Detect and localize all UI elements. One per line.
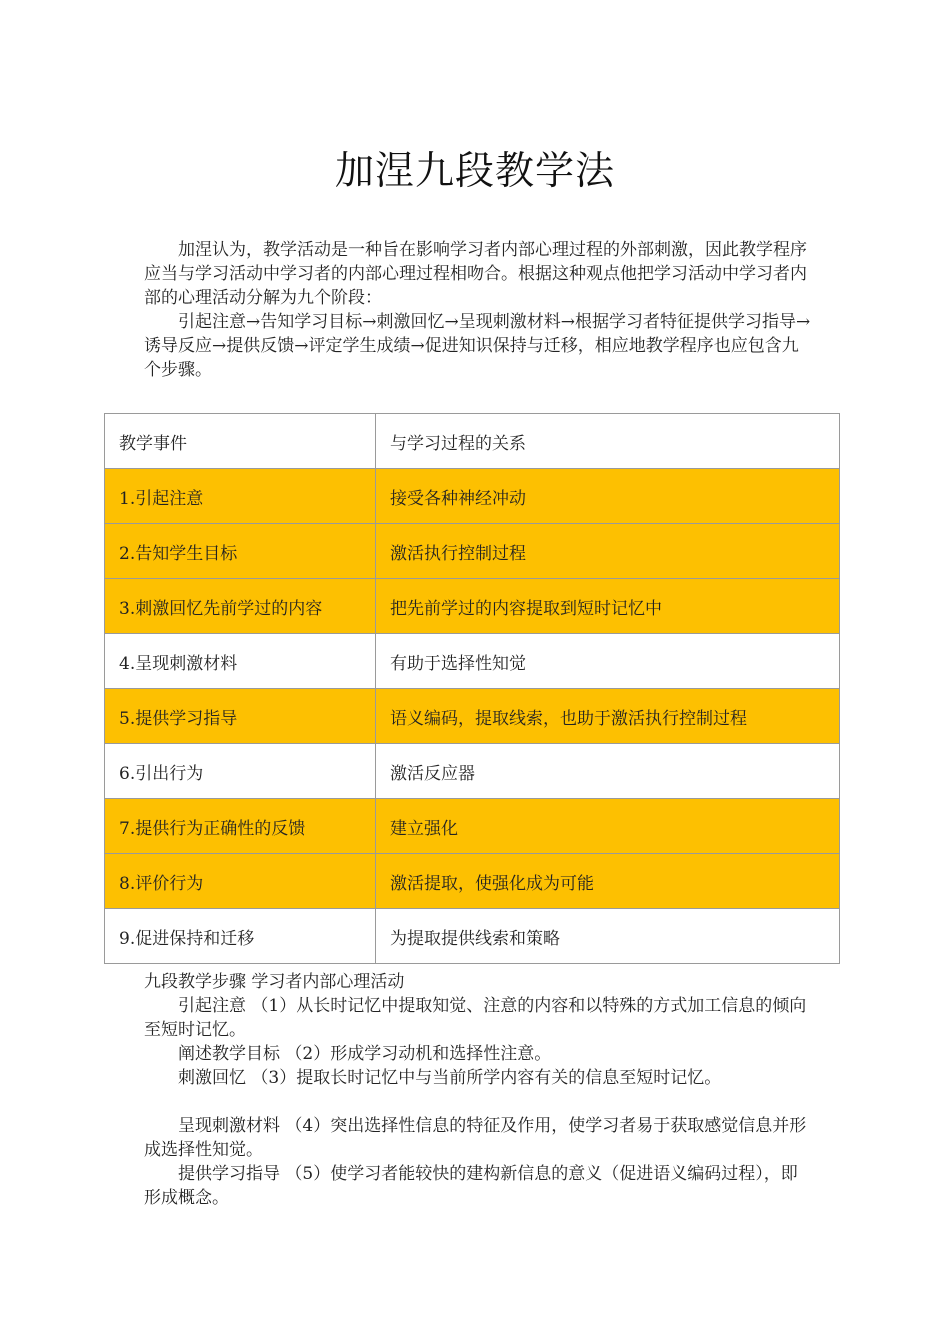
relation-cell: 为提取提供线索和策略 [376, 909, 840, 964]
table-row [105, 579, 840, 634]
step-item: 刺激回忆 （3）提取长时记忆中与当前所学内容有关的信息至短时记忆。 [178, 1068, 722, 1088]
intro-section [144, 238, 814, 382]
event-cell: 1.引起注意 [105, 469, 376, 524]
relation-cell: 激活反应器 [376, 744, 840, 799]
table-row [105, 524, 840, 579]
table-header-row [105, 414, 840, 469]
step-item: 呈现刺激材料 （4）突出选择性信息的特征及作用，使学习者易于获取感觉信息并形成选择性知觉。 [144, 1116, 807, 1160]
relation-cell: 激活执行控制过程 [376, 524, 840, 579]
step-item: 引起注意 （1）从长时记忆中提取知觉、注意的内容和以特殊的方式加工信息的倾向至短时记忆。 [144, 996, 807, 1040]
event-cell: 2.告知学生目标 [105, 524, 376, 579]
event-cell: 7.提供行为正确性的反馈 [105, 799, 376, 854]
relation-cell: 把先前学过的内容提取到短时记忆中 [376, 579, 840, 634]
step-item: 提供学习指导 （5）使学习者能较快的建构新信息的意义（促进语义编码过程），即形成概念。 [144, 1164, 798, 1208]
event-cell: 8.评价行为 [105, 854, 376, 909]
table-row [105, 799, 840, 854]
table-row [105, 689, 840, 744]
steps-heading: 九段教学步骤 学习者内部心理活动 [144, 972, 405, 992]
table-row [105, 909, 840, 964]
intro-paragraph: 加涅认为，教学活动是一种旨在影响学习者内部心理过程的外部刺激，因此教学程序应当与学习活动中学习者的内部心理过程相吻合。根据这种观点他把学习活动中学习者内部的心理活动分解为九个阶段： [144, 240, 807, 308]
steps-section [144, 970, 814, 1210]
table-row [105, 854, 840, 909]
event-cell: 9.促进保持和迁移 [105, 909, 376, 964]
event-cell: 5.提供学习指导 [105, 689, 376, 744]
step-item: 阐述教学目标 （2）形成学习动机和选择性注意。 [178, 1044, 552, 1064]
event-cell: 4.呈现刺激材料 [105, 634, 376, 689]
page-title: 加涅九段教学法 [334, 149, 615, 194]
event-cell: 3.刺激回忆先前学过的内容 [105, 579, 376, 634]
event-cell: 6.引出行为 [105, 744, 376, 799]
relation-cell: 语义编码，提取线索，也助于激活执行控制过程 [376, 689, 840, 744]
relation-cell: 接受各种神经冲动 [376, 469, 840, 524]
header-cell-relation: 与学习过程的关系 [376, 414, 840, 469]
table-row [105, 634, 840, 689]
relation-cell: 激活提取，使强化成为可能 [376, 854, 840, 909]
table-row [105, 744, 840, 799]
header-cell-event: 教学事件 [105, 414, 376, 469]
teaching-events-table [104, 413, 840, 964]
table-row [105, 469, 840, 524]
relation-cell: 有助于选择性知觉 [376, 634, 840, 689]
relation-cell: 建立强化 [376, 799, 840, 854]
intro-paragraph: 引起注意→告知学习目标→刺激回忆→呈现刺激材料→根据学习者特征提供学习指导→诱导反应→提供反馈→评定学生成绩→促进知识保持与迁移，相应地教学程序也应包含九个步骤。 [144, 312, 811, 380]
